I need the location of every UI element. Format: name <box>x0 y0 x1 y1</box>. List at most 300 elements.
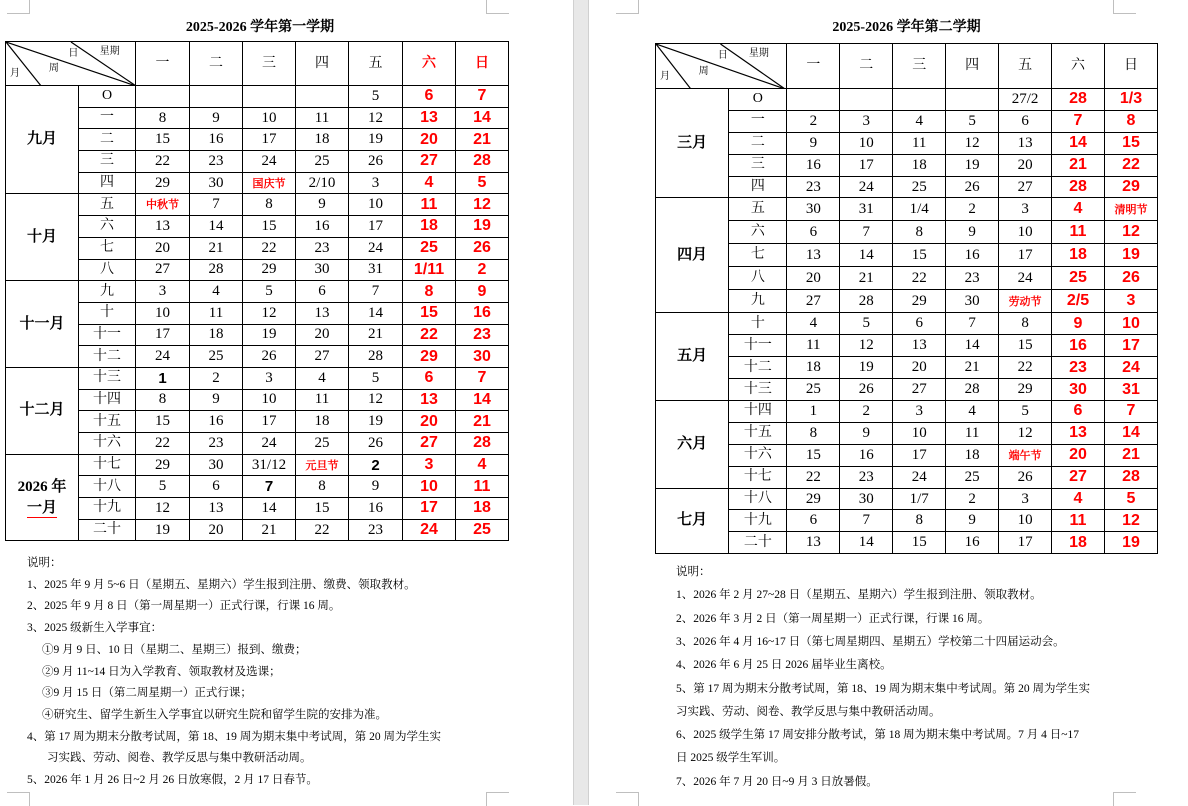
date-cell: 14 <box>190 216 243 238</box>
note-line: 3、2026 年 4 月 16~17 日（第七周星期四、星期五）学校第二十四届运动会。 <box>676 635 1065 648</box>
weekend-date-cell: 12 <box>456 194 509 216</box>
week-row <box>656 313 1158 335</box>
date-cell <box>840 89 893 111</box>
date-cell: 4 <box>296 367 349 389</box>
date-cell: 7 <box>840 510 893 532</box>
date-cell: 20 <box>296 324 349 346</box>
date-cell: 18 <box>893 154 946 176</box>
date-cell: 6 <box>190 476 243 498</box>
note-line: 1、2026 年 2 月 27~28 日（星期五、星期六）学生报到注册、领取教材。 <box>676 589 1042 602</box>
weekend-date-cell: 27 <box>403 433 456 455</box>
page-corner-mark <box>486 792 509 806</box>
week-row <box>6 107 509 129</box>
date-cell: 14 <box>840 532 893 554</box>
date-cell: 17 <box>349 216 403 238</box>
page-corner-mark <box>7 0 30 14</box>
week-number-cell: 十五 <box>729 422 787 444</box>
date-cell: 19 <box>243 324 296 346</box>
date-cell: 12 <box>999 422 1052 444</box>
week-number-cell: 四 <box>729 176 787 198</box>
week-number-cell: 二 <box>729 132 787 154</box>
week-row <box>656 401 1158 423</box>
weekend-date-cell: 2 <box>456 259 509 281</box>
month-label-cell <box>656 89 729 198</box>
weekend-date-cell: 28 <box>1104 466 1157 488</box>
date-cell: 12 <box>840 335 893 357</box>
weekday-header: 六 <box>403 42 456 86</box>
weekend-date-cell: 1/3 <box>1104 89 1157 111</box>
note-line: 3、2025 级新生入学事宜： <box>27 622 163 635</box>
date-cell: 7 <box>243 476 296 498</box>
week-row <box>656 198 1158 221</box>
week-number-cell: 十 <box>729 313 787 335</box>
date-cell: 10 <box>840 132 893 154</box>
date-cell: 4 <box>893 110 946 132</box>
date-cell: 18 <box>296 129 349 151</box>
date-cell: 13 <box>136 216 190 238</box>
weekend-date-cell: 29 <box>1104 176 1157 198</box>
date-cell: 23 <box>946 267 999 290</box>
date-cell: 31/12 <box>243 454 296 476</box>
month-label-cell <box>6 281 79 368</box>
date-cell: 18 <box>946 444 999 466</box>
date-cell: 27/2 <box>999 89 1052 111</box>
date-cell: 8 <box>296 476 349 498</box>
month-label: 六月 <box>677 435 708 452</box>
date-cell: 3 <box>999 198 1052 221</box>
semester-1-title: 2025-2026 学年第一学期 <box>185 20 335 35</box>
date-cell: 9 <box>946 221 999 244</box>
semester-2-calendar-table <box>655 43 1158 554</box>
holiday-label: 劳动节 <box>1008 295 1042 308</box>
date-cell: 9 <box>190 107 243 129</box>
date-cell: 18 <box>190 324 243 346</box>
date-cell: 13 <box>999 132 1052 154</box>
date-cell: 19 <box>349 129 403 151</box>
week-number-cell: 七 <box>79 237 136 259</box>
weekend-date-cell: 16 <box>456 302 509 324</box>
weekend-date-cell: 9 <box>1052 313 1105 335</box>
weekend-date-cell: 22 <box>403 324 456 346</box>
week-row <box>6 454 509 476</box>
page-corner-mark <box>1113 792 1136 806</box>
date-cell: 6 <box>787 510 840 532</box>
date-cell <box>136 86 190 108</box>
date-cell: 25 <box>946 466 999 488</box>
date-cell: 10 <box>243 107 296 129</box>
month-label-secondary <box>6 501 78 516</box>
corner-label-weekday: 星期 <box>748 48 769 60</box>
week-number-cell: 二十 <box>79 519 136 541</box>
date-cell: 7 <box>840 221 893 244</box>
date-cell: 21 <box>349 324 403 346</box>
date-cell <box>243 86 296 108</box>
weekend-date-cell: 18 <box>456 498 509 520</box>
date-cell: 6 <box>893 313 946 335</box>
holiday-cell <box>999 290 1052 313</box>
date-cell: 8 <box>136 389 190 411</box>
corner-label-week: 周 <box>48 63 59 74</box>
weekend-date-cell: 8 <box>403 281 456 303</box>
week-row <box>6 433 509 455</box>
date-cell: 15 <box>999 335 1052 357</box>
date-cell: 16 <box>349 498 403 520</box>
weekend-date-cell: 4 <box>403 172 456 194</box>
date-cell: 31 <box>840 198 893 221</box>
date-cell: 15 <box>787 444 840 466</box>
weekend-date-cell: 20 <box>403 129 456 151</box>
weekend-date-cell: 24 <box>403 519 456 541</box>
corner-label-week: 周 <box>698 65 709 77</box>
month-label-text: 一月 <box>26 499 57 516</box>
date-cell: 18 <box>787 357 840 379</box>
date-cell: 25 <box>190 346 243 368</box>
date-cell: 17 <box>243 411 296 433</box>
week-row <box>656 335 1158 357</box>
week-row <box>6 324 509 346</box>
date-cell: 29 <box>136 172 190 194</box>
week-number-cell: 十九 <box>79 498 136 520</box>
date-cell: 15 <box>893 532 946 554</box>
week-row <box>6 476 509 498</box>
weekend-date-cell: 19 <box>1104 532 1157 554</box>
date-cell: 25 <box>296 433 349 455</box>
page-semester-2 <box>589 0 1188 805</box>
month-label: 四月 <box>677 246 708 263</box>
holiday-cell <box>136 194 190 216</box>
weekend-date-cell: 12 <box>1104 221 1157 244</box>
corner-label-day: 日 <box>717 49 728 61</box>
date-cell: 5 <box>999 401 1052 423</box>
date-cell: 24 <box>349 237 403 259</box>
weekend-date-cell: 25 <box>456 519 509 541</box>
month-label: 十一月 <box>19 315 65 332</box>
weekend-date-cell: 6 <box>403 367 456 389</box>
weekend-date-cell: 6 <box>1052 401 1105 423</box>
weekday-header: 日 <box>456 42 509 86</box>
semester-2-title: 2025-2026 学年第二学期 <box>832 20 981 35</box>
week-number-cell: 十七 <box>79 454 136 476</box>
date-cell: 25 <box>296 151 349 173</box>
weekend-date-cell: 3 <box>403 454 456 476</box>
date-cell: 26 <box>243 346 296 368</box>
date-cell: 8 <box>893 510 946 532</box>
weekend-date-cell: 21 <box>1052 154 1105 176</box>
date-cell: 31 <box>349 259 403 281</box>
weekend-date-cell: 18 <box>403 216 456 238</box>
date-cell: 2 <box>840 401 893 423</box>
holiday-label: 中秋节 <box>146 199 179 212</box>
weekend-date-cell: 13 <box>1052 422 1105 444</box>
date-cell: 30 <box>840 488 893 510</box>
weekday-header: 一 <box>136 42 190 86</box>
weekday-header: 四 <box>946 44 999 89</box>
weekend-date-cell: 21 <box>1104 444 1157 466</box>
week-number-cell: 一 <box>729 110 787 132</box>
week-row <box>6 389 509 411</box>
page-corner-mark <box>1113 0 1136 14</box>
date-cell: 29 <box>999 379 1052 401</box>
weekend-date-cell: 19 <box>1104 244 1157 267</box>
week-row <box>6 302 509 324</box>
week-row <box>656 510 1158 532</box>
weekend-date-cell: 20 <box>1052 444 1105 466</box>
date-cell: 29 <box>136 454 190 476</box>
date-cell: 16 <box>190 411 243 433</box>
date-cell: 14 <box>946 335 999 357</box>
header-row <box>6 42 509 86</box>
date-cell: 30 <box>190 172 243 194</box>
note-line: 7、2026 年 7 月 20 日~9 月 3 日放暑假。 <box>676 775 878 788</box>
date-cell: 15 <box>296 498 349 520</box>
weekday-header: 二 <box>190 42 243 86</box>
week-row <box>6 237 509 259</box>
week-row <box>656 221 1158 244</box>
page-corner-mark <box>616 792 639 806</box>
weekday-header: 五 <box>999 44 1052 89</box>
weekend-date-cell: 14 <box>1052 132 1105 154</box>
diagonal-header-cell <box>6 42 136 86</box>
week-number-cell: 十七 <box>729 466 787 488</box>
date-cell <box>296 86 349 108</box>
date-cell: 15 <box>893 244 946 267</box>
date-cell: 7 <box>946 313 999 335</box>
date-cell: 23 <box>190 151 243 173</box>
date-cell: 4 <box>190 281 243 303</box>
date-cell: 29 <box>243 259 296 281</box>
date-cell: 30 <box>190 454 243 476</box>
week-number-cell: 十四 <box>79 389 136 411</box>
weekend-date-cell: 4 <box>1052 198 1105 221</box>
week-row <box>6 498 509 520</box>
date-cell: 7 <box>190 194 243 216</box>
weekday-header: 四 <box>296 42 349 86</box>
date-cell: 27 <box>296 346 349 368</box>
date-cell: 9 <box>787 132 840 154</box>
date-cell: 10 <box>999 510 1052 532</box>
date-cell: 9 <box>349 476 403 498</box>
date-cell: 8 <box>787 422 840 444</box>
date-cell: 5 <box>840 313 893 335</box>
date-cell: 24 <box>136 346 190 368</box>
date-cell: 13 <box>893 335 946 357</box>
date-cell: 11 <box>190 302 243 324</box>
date-cell: 27 <box>136 259 190 281</box>
weekend-date-cell: 7 <box>1104 401 1157 423</box>
weekend-date-cell: 25 <box>1052 267 1105 290</box>
date-cell: 3 <box>999 488 1052 510</box>
holiday-cell <box>999 444 1052 466</box>
date-cell: 6 <box>999 110 1052 132</box>
weekend-date-cell: 31 <box>1104 379 1157 401</box>
date-cell: 3 <box>893 401 946 423</box>
date-cell: 12 <box>243 302 296 324</box>
date-cell: 9 <box>296 194 349 216</box>
date-cell: 3 <box>349 172 403 194</box>
week-row <box>656 267 1158 290</box>
date-cell: 24 <box>243 433 296 455</box>
note-line: ①9 月 9 日、10 日（星期二、星期三）报到、缴费； <box>42 643 307 656</box>
week-row <box>656 357 1158 379</box>
week-number-cell: 十一 <box>79 324 136 346</box>
weekday-header: 日 <box>1104 44 1157 89</box>
date-cell: 12 <box>946 132 999 154</box>
weekend-date-cell: 14 <box>456 389 509 411</box>
date-cell: 2 <box>946 198 999 221</box>
notes-heading: 说明： <box>676 566 711 578</box>
date-cell: 10 <box>999 221 1052 244</box>
week-number-cell: 十二 <box>79 346 136 368</box>
date-cell: 22 <box>243 237 296 259</box>
date-cell: 30 <box>787 198 840 221</box>
month-label-cell <box>6 454 79 541</box>
date-cell: 9 <box>946 510 999 532</box>
weekend-date-cell: 7 <box>1052 110 1105 132</box>
week-number-cell: 十九 <box>729 510 787 532</box>
date-cell: 26 <box>999 466 1052 488</box>
week-row <box>6 346 509 368</box>
date-cell: 11 <box>787 335 840 357</box>
date-cell: 28 <box>190 259 243 281</box>
date-cell: 14 <box>243 498 296 520</box>
date-cell: 5 <box>349 86 403 108</box>
note-line: 2、2025 年 9 月 8 日（第一周星期一）正式行课，行课 16 周。 <box>27 600 341 613</box>
weekday-header: 一 <box>787 44 840 89</box>
weekday-header: 三 <box>893 44 946 89</box>
date-cell: 26 <box>946 176 999 198</box>
weekend-date-cell: 14 <box>456 107 509 129</box>
date-cell: 16 <box>190 129 243 151</box>
date-cell: 10 <box>893 422 946 444</box>
note-line: 习实践、劳动、阅卷、教学反思与集中教研活动周。 <box>676 705 941 718</box>
date-cell: 23 <box>190 433 243 455</box>
date-cell: 21 <box>243 519 296 541</box>
date-cell: 10 <box>349 194 403 216</box>
week-number-cell: 四 <box>79 172 136 194</box>
date-cell: 1 <box>136 367 190 389</box>
weekend-date-cell: 14 <box>1104 422 1157 444</box>
month-label: 七月 <box>677 512 708 529</box>
weekend-date-cell: 7 <box>456 367 509 389</box>
weekend-date-cell: 28 <box>456 433 509 455</box>
date-cell: 14 <box>349 302 403 324</box>
weekend-date-cell: 23 <box>1052 357 1105 379</box>
date-cell: 26 <box>840 379 893 401</box>
date-cell: 2/10 <box>296 172 349 194</box>
date-cell: 6 <box>787 221 840 244</box>
date-cell: 13 <box>787 532 840 554</box>
date-cell: 6 <box>296 281 349 303</box>
date-cell: 4 <box>787 313 840 335</box>
date-cell <box>946 89 999 111</box>
weekend-date-cell: 6 <box>403 86 456 108</box>
week-row <box>6 194 509 216</box>
weekend-date-cell: 13 <box>403 107 456 129</box>
week-number-cell: O <box>79 86 136 108</box>
date-cell: 24 <box>243 151 296 173</box>
week-row <box>656 290 1158 313</box>
date-cell: 10 <box>136 302 190 324</box>
month-label-cell <box>6 367 79 454</box>
corner-label-month: 月 <box>10 68 20 80</box>
weekend-date-cell: 2/5 <box>1052 290 1105 313</box>
date-cell: 8 <box>893 221 946 244</box>
week-number-cell: 十三 <box>79 367 136 389</box>
date-cell: 2 <box>946 488 999 510</box>
date-cell: 9 <box>190 389 243 411</box>
date-cell: 3 <box>243 367 296 389</box>
week-number-cell: 九 <box>79 281 136 303</box>
week-row <box>656 132 1158 154</box>
week-row <box>6 367 509 389</box>
note-line: 习实践、劳动、阅卷、教学反思与集中教研活动周。 <box>47 752 312 765</box>
weekend-date-cell: 28 <box>456 151 509 173</box>
corner-label-day: 日 <box>68 47 79 59</box>
weekend-date-cell: 28 <box>1052 176 1105 198</box>
week-row <box>6 411 509 433</box>
date-cell: 16 <box>840 444 893 466</box>
date-cell: 22 <box>999 357 1052 379</box>
page-corner-mark <box>7 792 30 806</box>
week-number-cell: 八 <box>729 267 787 290</box>
weekend-date-cell: 10 <box>403 476 456 498</box>
date-cell: 13 <box>787 244 840 267</box>
weekend-date-cell: 7 <box>456 86 509 108</box>
notes-heading: 说明： <box>27 557 62 569</box>
weekend-date-cell: 22 <box>1104 154 1157 176</box>
weekend-date-cell: 19 <box>456 216 509 238</box>
weekend-date-cell: 4 <box>1052 488 1105 510</box>
month-label: 五月 <box>677 348 708 365</box>
date-cell: 5 <box>243 281 296 303</box>
note-line: 4、2026 年 6 月 25 日 2026 届毕业生离校。 <box>676 659 892 672</box>
page-gutter <box>573 0 589 805</box>
week-number-cell: 八 <box>79 259 136 281</box>
date-cell: 21 <box>946 357 999 379</box>
page-semester-1 <box>0 0 573 805</box>
date-cell: 14 <box>840 244 893 267</box>
week-number-cell: 三 <box>79 151 136 173</box>
date-cell: 11 <box>296 389 349 411</box>
week-row <box>6 86 509 108</box>
weekend-date-cell: 24 <box>1104 357 1157 379</box>
date-cell: 20 <box>999 154 1052 176</box>
week-row <box>656 244 1158 267</box>
page-corner-mark <box>486 0 509 14</box>
weekend-date-cell: 27 <box>403 151 456 173</box>
date-cell: 26 <box>349 151 403 173</box>
weekend-date-cell: 29 <box>403 346 456 368</box>
date-cell: 28 <box>349 346 403 368</box>
week-number-cell: 三 <box>729 154 787 176</box>
weekend-date-cell: 26 <box>1104 267 1157 290</box>
note-line: 日 2025 级学生军训。 <box>676 752 786 765</box>
weekend-date-cell: 25 <box>403 237 456 259</box>
date-cell: 7 <box>349 281 403 303</box>
date-cell: 16 <box>296 216 349 238</box>
date-cell: 1/4 <box>893 198 946 221</box>
month-label-cell <box>656 488 729 554</box>
date-cell: 11 <box>296 107 349 129</box>
date-cell: 3 <box>136 281 190 303</box>
month-label: 九月 <box>26 131 57 148</box>
week-number-cell: 五 <box>79 194 136 216</box>
holiday-cell <box>1104 198 1157 221</box>
date-cell: 20 <box>136 237 190 259</box>
weekend-date-cell: 21 <box>456 129 509 151</box>
date-cell: 8 <box>243 194 296 216</box>
weekend-date-cell: 18 <box>1052 532 1105 554</box>
